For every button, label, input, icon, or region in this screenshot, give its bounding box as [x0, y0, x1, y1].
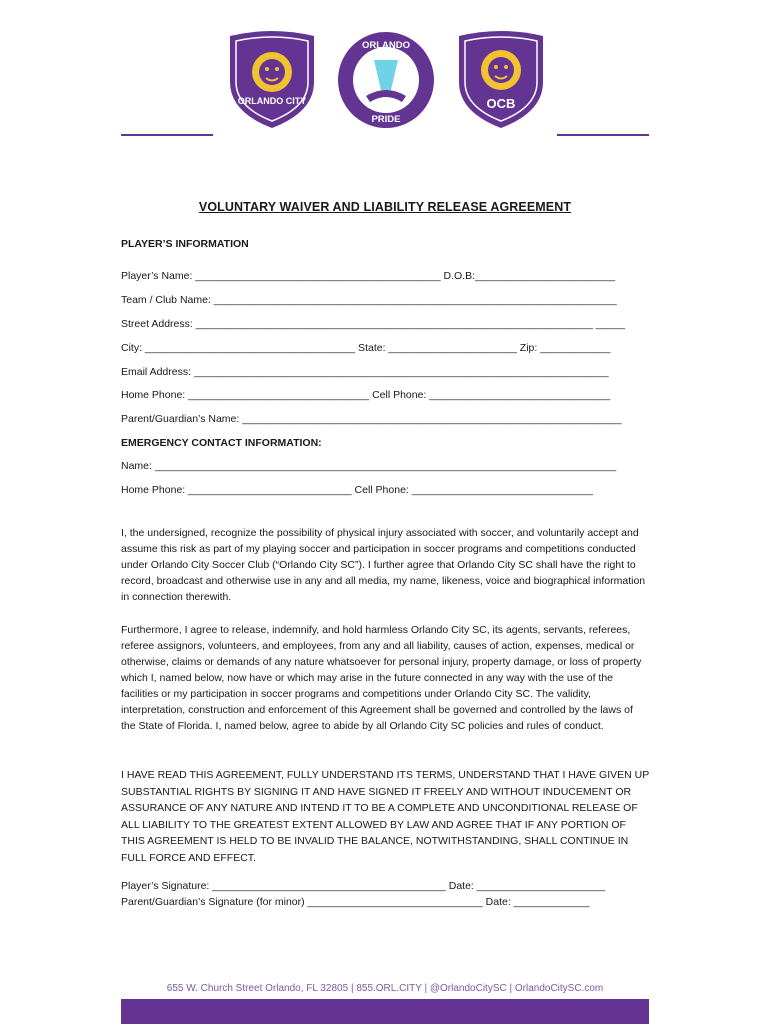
- player-name-field[interactable]: Player’s Name: __________________________________________ D.O.B:________________________: [121, 270, 616, 282]
- logo-header: [0, 30, 770, 130]
- logo-text: OCB: [486, 96, 516, 111]
- logo-text: ORLANDO CITY: [237, 96, 307, 106]
- orlando-pride-crest-icon: [336, 30, 436, 130]
- emergency-heading: EMERGENCY CONTACT INFORMATION:: [121, 437, 322, 449]
- document-title: VOLUNTARY WAIVER AND LIABILITY RELEASE AGREEMENT: [198, 200, 572, 214]
- players-info-heading: PLAYER’S INFORMATION: [121, 238, 249, 250]
- release-paragraph: Furthermore, I agree to release, indemnify, and hold harmless Orlando City SC, its agents, servants, referees, referee assignors, volunteers, and employees, from any and all liability, causes of action, expenses, medical or otherwise, claims or demands of any nature whatsoever for personal injury, property damage, or loss of property which I, named below, now have or which may arise in the future connected in any way with the use of the facilities or my participation in soccer programs and competitions under Orlando City SC. The validity, interpretation, construction and enforcement of this Agreement shall be governed and controlled by the laws of the State of Florida. I, named below, agree to abide by all Orlando City SC policies and rules of conduct.: [121, 624, 642, 732]
- emergency-name-field[interactable]: Name: _______________________________________________________________________________: [121, 460, 617, 472]
- player-signature-field[interactable]: Player’s Signature: ________________________________________ Date: ______________________: [121, 880, 606, 892]
- guardian-name-field[interactable]: Parent/Guardian’s Name: _________________________________________________________________: [121, 413, 622, 425]
- footer-bar: [121, 999, 649, 1024]
- header-rule-right: [557, 134, 649, 136]
- logo-text-top: ORLANDO: [361, 40, 411, 51]
- risk-paragraph: I, the undersigned, recognize the possibility of physical injury associated with soccer, and voluntarily accept and assume this risk as part of my playing soccer and participation in soccer programs and competitions conducted under Orlando City Soccer Club (“Orlando City SC”). I further agree that Orlando City SC shall have the right to record, broadcast and otherwise use in any and all media, my name, likeness, voice and biographical information in connection therewith.: [121, 527, 646, 603]
- street-address-field[interactable]: Street Address: ____________________________________________________________________ _____: [121, 318, 625, 330]
- email-field[interactable]: Email Address: _______________________________________________________________________: [121, 366, 609, 378]
- logo-text-bottom: PRIDE: [371, 114, 401, 125]
- acknowledgement-paragraph: I HAVE READ THIS AGREEMENT, FULLY UNDERSTAND ITS TERMS, UNDERSTAND THAT I HAVE GIVEN UP SUBSTANTIAL RIGHTS BY SIGNING IT AND HAVE SIGNED IT FREELY AND WITHOUT INDUCEMENT OR ASSURANCE OF ANY NATURE AND INTEND IT TO BE A COMPLETE AND UNCONDITIONAL RELEASE OF ALL LIABILITY TO THE GREATEST EXTENT ALLOWED BY LAW AND AGREE THAT IF ANY PORTION OF THIS AGREEMENT IS HELD TO BE INVALID THE BALANCE, NOTWITHSTANDING, SHALL CONTINUE IN FULL FORCE AND EFFECT.: [121, 769, 650, 864]
- phone-field[interactable]: Home Phone: _______________________________ Cell Phone: _______________________________: [121, 389, 611, 401]
- emergency-phone-field[interactable]: Home Phone: ____________________________ Cell Phone: _______________________________: [121, 484, 593, 496]
- guardian-signature-field[interactable]: Parent/Guardian’s Signature (for minor) ______________________________ Date: _____________: [121, 896, 590, 908]
- team-club-field[interactable]: Team / Club Name: _____________________________________________________________________: [121, 294, 617, 306]
- orlando-city-crest-icon: [226, 30, 318, 130]
- ocb-crest-icon: [455, 30, 547, 130]
- header-rule-left: [121, 134, 213, 136]
- city-state-zip-field[interactable]: City: ____________________________________ State: ______________________ Zip: ____________: [121, 342, 611, 354]
- footer-contact: 655 W. Church Street Orlando, FL 32805 | 855.ORL.CITY | @OrlandoCitySC | OrlandoCitySC.com: [166, 983, 604, 994]
